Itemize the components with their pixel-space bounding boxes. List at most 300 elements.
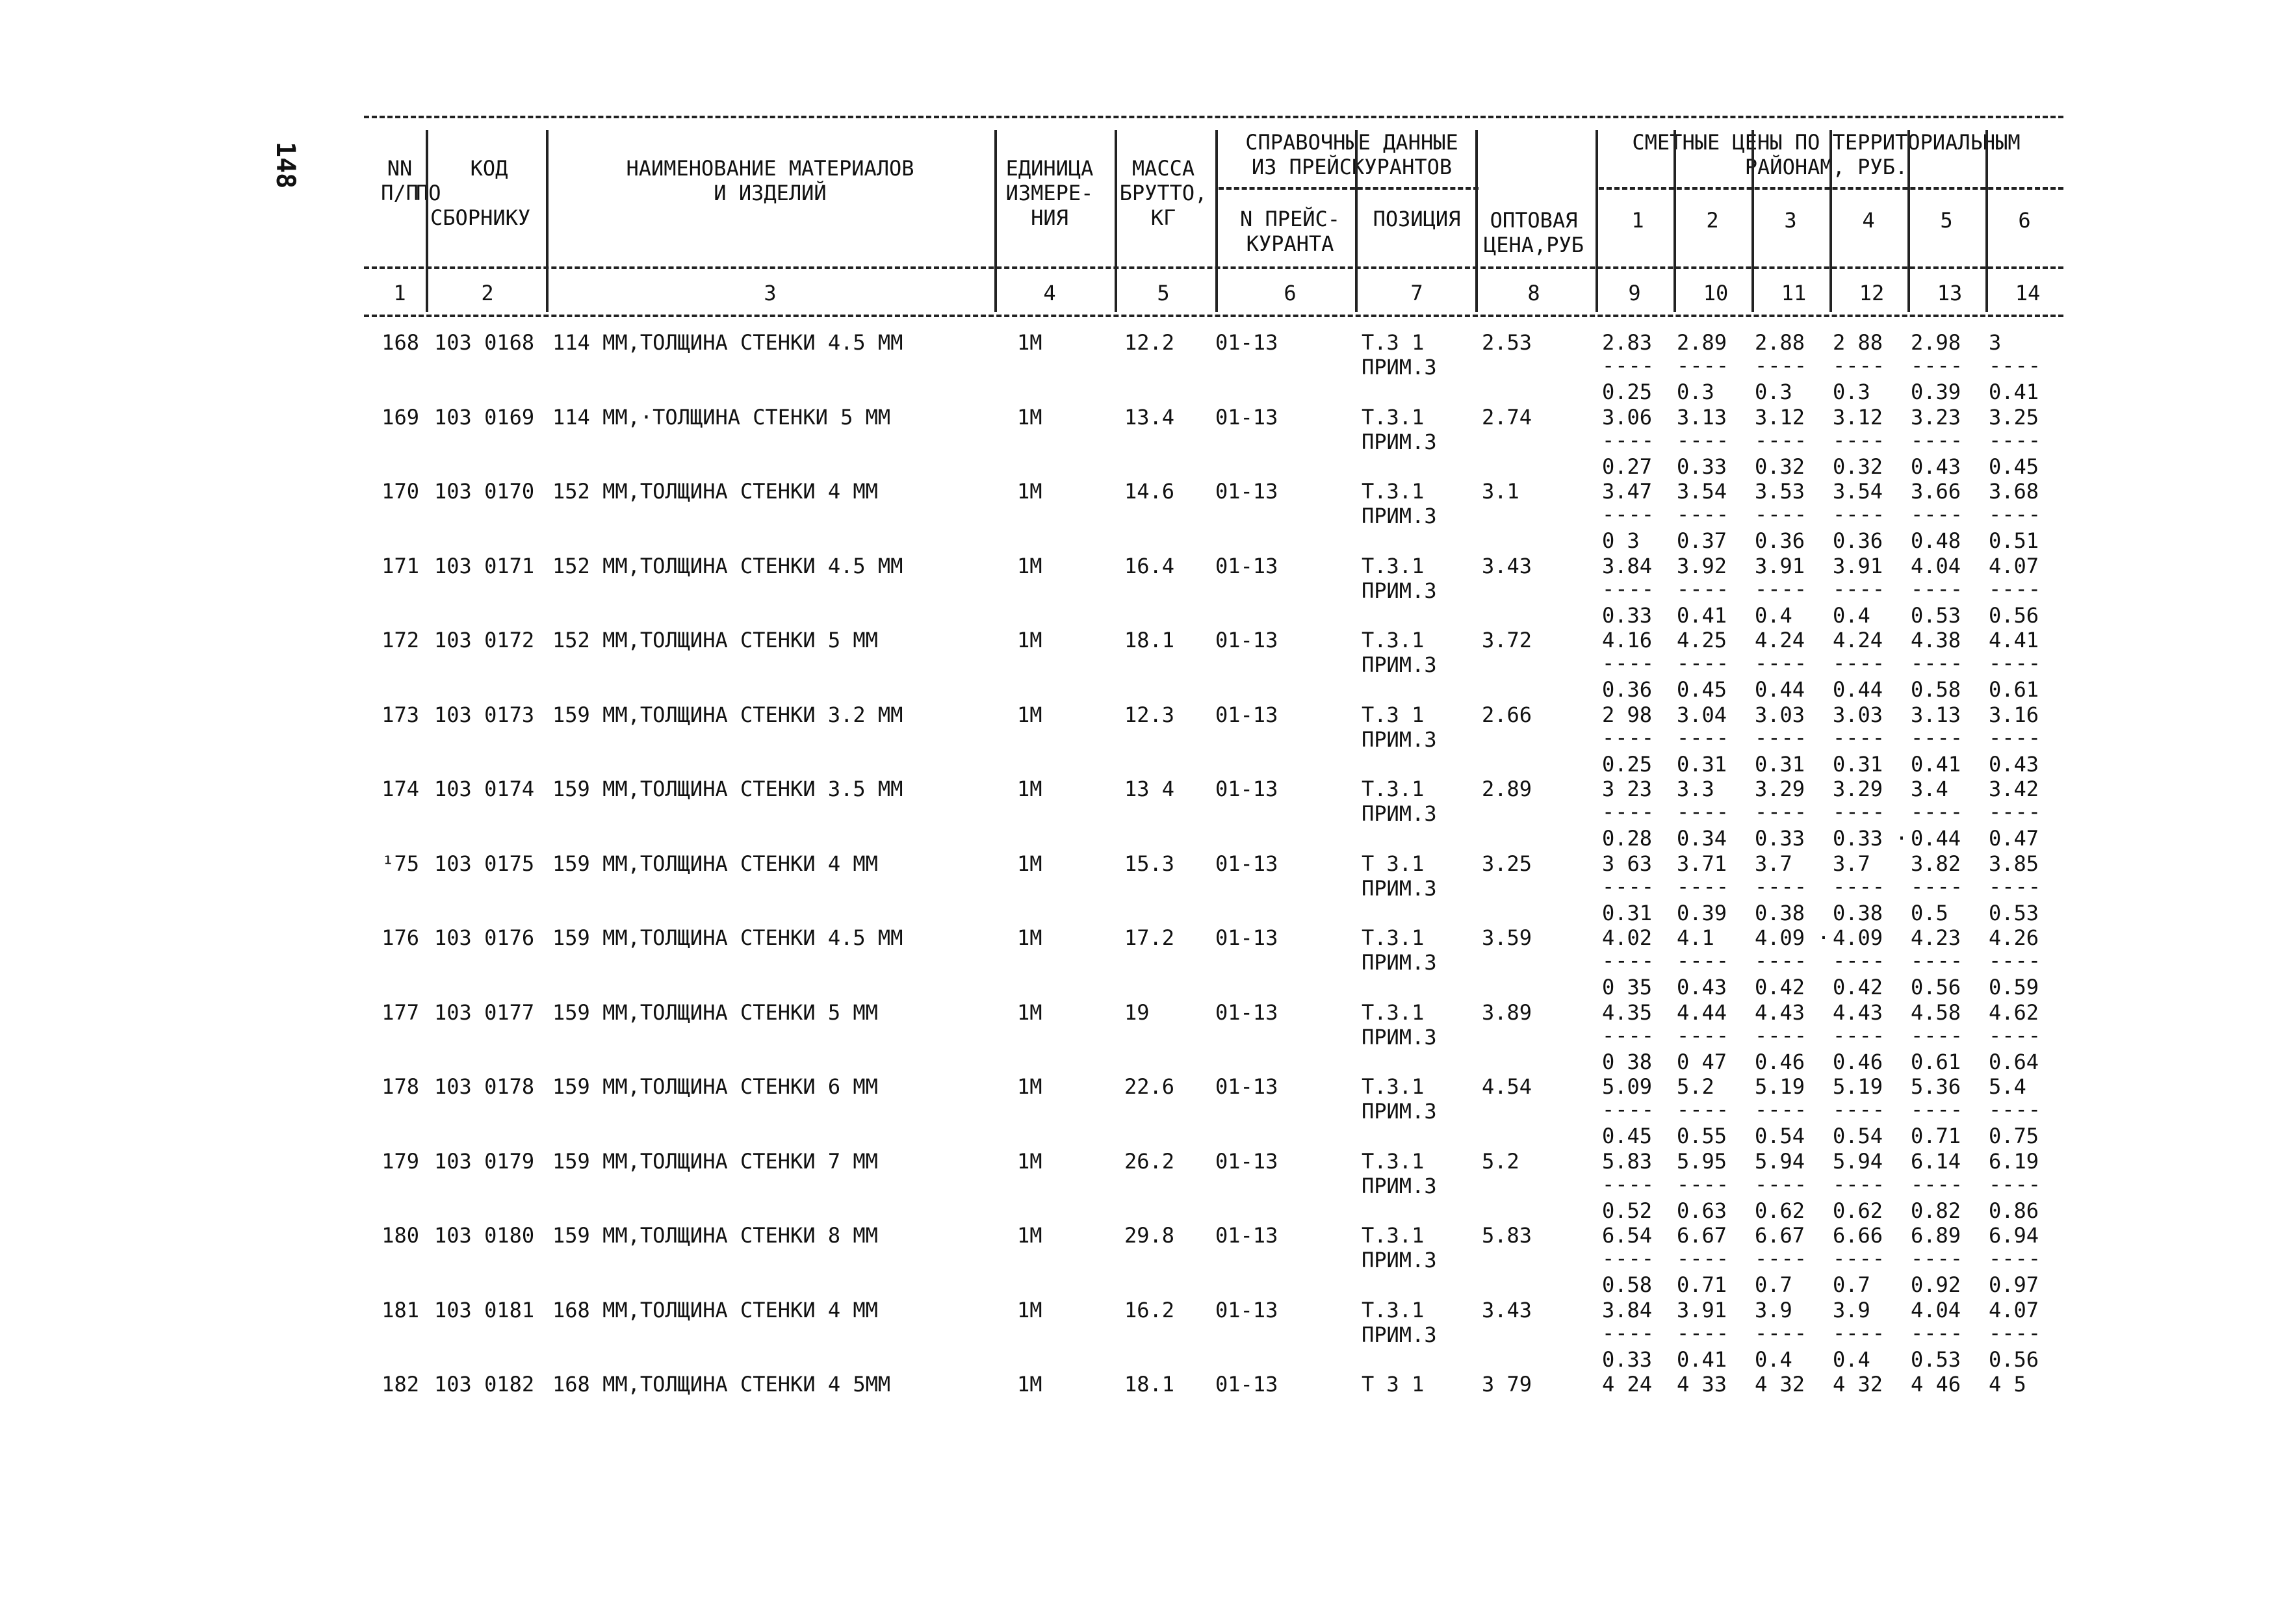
row-transport-region-5: 0.48 bbox=[1911, 528, 1961, 553]
row-number: 174 bbox=[381, 777, 419, 801]
column-separator-6 bbox=[1355, 130, 1358, 312]
column-number-1: 1 bbox=[393, 281, 406, 305]
row-price-region-2: 3.13 bbox=[1677, 405, 1727, 430]
col-code-line2: ПО bbox=[416, 181, 441, 205]
row-price-region-4: 4.43 bbox=[1833, 1000, 1883, 1025]
row-pricelist: 01-13 bbox=[1215, 1298, 1278, 1322]
row-price-divider: ---- bbox=[1833, 1321, 1886, 1345]
row-unit: 1М bbox=[1017, 628, 1042, 652]
column-separator-3 bbox=[994, 130, 997, 312]
row-mass: 18.1 bbox=[1124, 628, 1175, 652]
row-transport-region-1: 0 35 bbox=[1602, 975, 1653, 999]
row-price-region-1: 4.02 bbox=[1602, 925, 1653, 950]
row-name: 159 ММ,ТОЛЩИНА СТЕНКИ 7 ММ bbox=[552, 1149, 878, 1174]
row-price-divider: ---- bbox=[1755, 1097, 1808, 1122]
row-price-region-5: 4.58 bbox=[1911, 1000, 1961, 1025]
row-price-divider: ---- bbox=[1911, 502, 1964, 526]
row-transport-region-4: 0.4 bbox=[1833, 603, 1870, 628]
row-price-divider: ---- bbox=[1989, 576, 2042, 601]
row-transport-region-3: 0.38 bbox=[1755, 901, 1805, 925]
column-number-2: 2 bbox=[481, 281, 494, 305]
row-mass: 16.4 bbox=[1124, 554, 1175, 578]
row-mass: 22.6 bbox=[1124, 1074, 1175, 1099]
row-pricelist: 01-13 bbox=[1215, 554, 1278, 578]
row-transport-region-3: 0.4 bbox=[1755, 1347, 1792, 1372]
row-transport-region-4: 0.4 bbox=[1833, 1347, 1870, 1372]
row-wholesale: 2.66 bbox=[1482, 702, 1532, 727]
row-position-line1: Т.3 1 bbox=[1362, 702, 1425, 727]
col-name-line2: И ИЗДЕЛИЙ bbox=[714, 181, 827, 205]
row-price-region-4: 3.54 bbox=[1833, 479, 1883, 504]
row-code: 103 0177 bbox=[434, 1000, 535, 1025]
row-price-region-4: 5.19 bbox=[1833, 1074, 1883, 1099]
row-transport-region-5: 0.39 bbox=[1911, 380, 1961, 404]
row-pricelist: 01-13 bbox=[1215, 702, 1278, 727]
row-wholesale: 3 79 bbox=[1482, 1372, 1532, 1397]
row-position-line2: ПРИМ.3 bbox=[1362, 1248, 1437, 1272]
row-price-divider: ---- bbox=[1989, 1172, 2042, 1196]
row-name: 159 ММ,ТОЛЩИНА СТЕНКИ 6 ММ bbox=[552, 1074, 878, 1099]
row-position-line2: ПРИМ.3 bbox=[1362, 578, 1437, 603]
row-transport-region-5: 0.43 bbox=[1911, 454, 1961, 479]
row-transport-region-2: 0.39 bbox=[1677, 901, 1727, 925]
row-price-divider: ---- bbox=[1989, 428, 2042, 452]
row-price-divider: ---- bbox=[1602, 428, 1655, 452]
row-price-region-6: 4 5 bbox=[1989, 1372, 2026, 1397]
col-nn-line2: П/П bbox=[381, 181, 419, 205]
column-number-11: 11 bbox=[1781, 281, 1807, 305]
row-unit: 1М bbox=[1017, 702, 1042, 727]
row-price-region-3: 3.7 bbox=[1755, 851, 1792, 876]
row-price-divider: ---- bbox=[1755, 948, 1808, 973]
row-price-region-1: 5.83 bbox=[1602, 1149, 1653, 1174]
row-unit: 1М bbox=[1017, 777, 1042, 801]
row-transport-region-3: 0.62 bbox=[1755, 1198, 1805, 1223]
header-bottom-rule bbox=[364, 315, 2063, 317]
row-pricelist: 01-13 bbox=[1215, 479, 1278, 504]
row-price-region-6: 6.19 bbox=[1989, 1149, 2039, 1174]
col-unit-line1: ЕДИНИЦА bbox=[1005, 156, 1094, 181]
col-wholesale-line1: ОПТОВАЯ bbox=[1490, 208, 1578, 233]
row-price-region-6: 4.07 bbox=[1989, 1298, 2039, 1322]
region-group-line1: СМЕТНЫЕ ЦЕНЫ ПО ТЕРРИТОРИАЛЬНЫМ bbox=[1632, 130, 2021, 155]
row-transport-region-1: 0 38 bbox=[1602, 1050, 1653, 1074]
column-number-5: 5 bbox=[1157, 281, 1170, 305]
row-price-divider: ---- bbox=[1677, 725, 1730, 750]
row-transport-region-5: 0.61 bbox=[1911, 1050, 1961, 1074]
row-price-region-1: 3.84 bbox=[1602, 1298, 1653, 1322]
row-unit: 1М bbox=[1017, 479, 1042, 504]
row-position-line2: ПРИМ.3 bbox=[1362, 652, 1437, 677]
row-price-divider: ---- bbox=[1602, 874, 1655, 899]
row-code: 103 0179 bbox=[434, 1149, 535, 1174]
row-price-divider: ---- bbox=[1755, 651, 1808, 675]
row-price-divider: ---- bbox=[1755, 502, 1808, 526]
row-number: ¹75 bbox=[381, 851, 419, 876]
row-price-divider: ---- bbox=[1989, 725, 2042, 750]
row-pricelist: 01-13 bbox=[1215, 777, 1278, 801]
row-number: 182 bbox=[381, 1372, 419, 1397]
row-mass: 13 4 bbox=[1124, 777, 1175, 801]
column-separator-13 bbox=[1985, 130, 1988, 312]
row-position-line2: ПРИМ.3 bbox=[1362, 1174, 1437, 1198]
row-number: 172 bbox=[381, 628, 419, 652]
row-transport-region-2: 0.63 bbox=[1677, 1198, 1727, 1223]
row-transport-region-2: 0.41 bbox=[1677, 603, 1727, 628]
column-separator-10 bbox=[1751, 130, 1754, 312]
ref-subheader-rule bbox=[1219, 187, 1479, 190]
column-number-3: 3 bbox=[764, 281, 777, 305]
row-code: 103 0170 bbox=[434, 479, 535, 504]
row-transport-region-6: 0.59 bbox=[1989, 975, 2039, 999]
region-number-4: 4 bbox=[1862, 208, 1875, 233]
row-price-region-4: 3.9 bbox=[1833, 1298, 1870, 1322]
row-transport-region-1: 0.31 bbox=[1602, 901, 1653, 925]
row-unit: 1М bbox=[1017, 925, 1042, 950]
row-transport-region-3: 0.54 bbox=[1755, 1124, 1805, 1148]
row-price-region-2: 3.54 bbox=[1677, 479, 1727, 504]
row-price-region-4: 4.24 bbox=[1833, 628, 1883, 652]
row-pricelist: 01-13 bbox=[1215, 1000, 1278, 1025]
row-price-divider: ---- bbox=[1989, 651, 2042, 675]
row-price-region-2: 2.89 bbox=[1677, 330, 1727, 355]
row-transport-region-5: 0.41 bbox=[1911, 752, 1961, 777]
row-pricelist: 01-13 bbox=[1215, 925, 1278, 950]
row-price-region-6: 4.26 bbox=[1989, 925, 2039, 950]
row-price-region-5: 4 46 bbox=[1911, 1372, 1961, 1397]
col-mass-line1: МАССА bbox=[1131, 156, 1195, 181]
row-code: 103 0174 bbox=[434, 777, 535, 801]
row-transport-region-6: 0.53 bbox=[1989, 901, 2039, 925]
row-price-divider: ---- bbox=[1677, 948, 1730, 973]
row-transport-region-2: 0.45 bbox=[1677, 677, 1727, 702]
column-number-10: 10 bbox=[1703, 281, 1729, 305]
row-price-region-5: 2.98 bbox=[1911, 330, 1961, 355]
row-pricelist: 01-13 bbox=[1215, 330, 1278, 355]
row-position-line1: Т.3.1 bbox=[1362, 479, 1425, 504]
row-wholesale: 2.74 bbox=[1482, 405, 1532, 430]
row-price-region-1: 4.35 bbox=[1602, 1000, 1653, 1025]
region-group-line2: РАЙОНАМ, РУБ. bbox=[1744, 155, 1908, 179]
row-price-region-3: 3.53 bbox=[1755, 479, 1805, 504]
row-price-divider: ---- bbox=[1833, 1246, 1886, 1270]
row-transport-region-3: 0.32 bbox=[1755, 454, 1805, 479]
row-name: 159 ММ,ТОЛЩИНА СТЕНКИ 3.2 ММ bbox=[552, 702, 903, 727]
row-price-divider: ---- bbox=[1755, 1172, 1808, 1196]
row-price-divider: ---- bbox=[1755, 353, 1808, 378]
row-price-region-3: 5.94 bbox=[1755, 1149, 1805, 1174]
row-mass: 19 bbox=[1124, 1000, 1150, 1025]
row-wholesale: 5.2 bbox=[1482, 1149, 1519, 1174]
row-transport-region-2: 0 47 bbox=[1677, 1050, 1727, 1074]
row-price-region-6: 4.07 bbox=[1989, 554, 2039, 578]
col-code-line1: КОД bbox=[470, 156, 508, 181]
row-name: 152 ММ,ТОЛЩИНА СТЕНКИ 4.5 ММ bbox=[552, 554, 903, 578]
row-pricelist: 01-13 bbox=[1215, 628, 1278, 652]
row-price-divider: ---- bbox=[1677, 428, 1730, 452]
row-price-divider: ---- bbox=[1677, 1321, 1730, 1345]
row-unit: 1М bbox=[1017, 1074, 1042, 1099]
row-price-region-3: 4.09 · bbox=[1755, 925, 1830, 950]
row-transport-region-2: 0.34 bbox=[1677, 826, 1727, 851]
row-code: 103 0171 bbox=[434, 554, 535, 578]
row-transport-region-3: 0.42 bbox=[1755, 975, 1805, 999]
row-price-divider: ---- bbox=[1602, 1246, 1655, 1270]
row-price-region-5: 3.13 bbox=[1911, 702, 1961, 727]
col-wholesale-line2: ЦЕНА,РУБ bbox=[1483, 233, 1584, 257]
header-split-rule bbox=[364, 266, 2063, 269]
row-price-region-5: 4.04 bbox=[1911, 554, 1961, 578]
row-transport-region-6: 0.51 bbox=[1989, 528, 2039, 553]
row-price-region-6: 4.41 bbox=[1989, 628, 2039, 652]
row-price-divider: ---- bbox=[1677, 353, 1730, 378]
column-number-14: 14 bbox=[2015, 281, 2041, 305]
row-wholesale: 3.43 bbox=[1482, 554, 1532, 578]
row-price-divider: ---- bbox=[1911, 1321, 1964, 1345]
column-separator-4 bbox=[1115, 130, 1117, 312]
row-pricelist: 01-13 bbox=[1215, 1149, 1278, 1174]
row-position-line2: ПРИМ.3 bbox=[1362, 801, 1437, 826]
row-code: 103 0172 bbox=[434, 628, 535, 652]
row-price-region-4: 3.91 bbox=[1833, 554, 1883, 578]
row-price-region-6: 4.62 bbox=[1989, 1000, 2039, 1025]
row-price-region-6: 3.85 bbox=[1989, 851, 2039, 876]
region-number-6: 6 bbox=[2018, 208, 2031, 233]
row-position-line2: ПРИМ.3 bbox=[1362, 504, 1437, 528]
row-price-divider: ---- bbox=[1833, 428, 1886, 452]
row-unit: 1М bbox=[1017, 1000, 1042, 1025]
column-separator-11 bbox=[1829, 130, 1832, 312]
row-mass: 26.2 bbox=[1124, 1149, 1175, 1174]
row-price-region-2: 4.1 bbox=[1677, 925, 1714, 950]
row-wholesale: 4.54 bbox=[1482, 1074, 1532, 1099]
row-transport-region-1: 0.33 bbox=[1602, 603, 1653, 628]
row-price-divider: ---- bbox=[1989, 1023, 2042, 1048]
row-number: 171 bbox=[381, 554, 419, 578]
row-price-region-5: 5.36 bbox=[1911, 1074, 1961, 1099]
row-transport-region-6: 0.61 bbox=[1989, 677, 2039, 702]
row-price-divider: ---- bbox=[1602, 1097, 1655, 1122]
row-mass: 17.2 bbox=[1124, 925, 1175, 950]
row-price-region-3: 5.19 bbox=[1755, 1074, 1805, 1099]
row-transport-region-3: 0.31 bbox=[1755, 752, 1805, 777]
row-price-divider: ---- bbox=[1677, 874, 1730, 899]
col-nn-line1: NN bbox=[387, 156, 413, 181]
row-price-divider: ---- bbox=[1911, 1023, 1964, 1048]
row-price-divider: ---- bbox=[1911, 948, 1964, 973]
col-unit-line3: НИЯ bbox=[1031, 205, 1068, 230]
row-name: 159 ММ,ТОЛЩИНА СТЕНКИ 8 ММ bbox=[552, 1223, 878, 1248]
row-price-region-3: 2.88 bbox=[1755, 330, 1805, 355]
row-price-region-5: 4.38 bbox=[1911, 628, 1961, 652]
row-price-region-3: 4.43 bbox=[1755, 1000, 1805, 1025]
row-price-divider: ---- bbox=[1911, 428, 1964, 452]
row-price-region-2: 3.3 bbox=[1677, 777, 1714, 801]
row-code: 103 0175 bbox=[434, 851, 535, 876]
row-mass: 12.2 bbox=[1124, 330, 1175, 355]
row-wholesale: 2.53 bbox=[1482, 330, 1532, 355]
row-price-divider: ---- bbox=[1602, 651, 1655, 675]
row-position-line1: Т.3.1 bbox=[1362, 554, 1425, 578]
row-transport-region-4: 0.38 bbox=[1833, 901, 1883, 925]
row-price-divider: ---- bbox=[1833, 725, 1886, 750]
row-price-region-3: 3.12 bbox=[1755, 405, 1805, 430]
row-price-region-3: 3.03 bbox=[1755, 702, 1805, 727]
row-code: 103 0182 bbox=[434, 1372, 535, 1397]
row-number: 176 bbox=[381, 925, 419, 950]
col-mass-line2: БРУТТО, bbox=[1119, 181, 1208, 205]
row-price-region-5: 3.4 bbox=[1911, 777, 1948, 801]
row-mass: 13.4 bbox=[1124, 405, 1175, 430]
row-price-region-5: 3.82 bbox=[1911, 851, 1961, 876]
row-code: 103 0173 bbox=[434, 702, 535, 727]
row-number: 173 bbox=[381, 702, 419, 727]
row-transport-region-6: 0.56 bbox=[1989, 1347, 2039, 1372]
row-wholesale: 3.25 bbox=[1482, 851, 1532, 876]
row-price-region-5: 3.66 bbox=[1911, 479, 1961, 504]
row-price-region-3: 3.91 bbox=[1755, 554, 1805, 578]
row-transport-region-3: 0.46 bbox=[1755, 1050, 1805, 1074]
row-transport-region-1: 0.28 bbox=[1602, 826, 1653, 851]
row-position-line1: Т.3.1 bbox=[1362, 1223, 1425, 1248]
row-transport-region-6: 0.97 bbox=[1989, 1272, 2039, 1297]
row-transport-region-4: 0.46 bbox=[1833, 1050, 1883, 1074]
row-price-divider: ---- bbox=[1833, 874, 1886, 899]
row-position-line1: Т.3.1 bbox=[1362, 1074, 1425, 1099]
row-transport-region-6: 0.64 bbox=[1989, 1050, 2039, 1074]
row-number: 179 bbox=[381, 1149, 419, 1174]
row-price-region-2: 3.04 bbox=[1677, 702, 1727, 727]
row-price-divider: ---- bbox=[1677, 651, 1730, 675]
row-price-region-1: 2.83 bbox=[1602, 330, 1653, 355]
row-position-line1: Т.3 1 bbox=[1362, 330, 1425, 355]
row-price-region-2: 5.95 bbox=[1677, 1149, 1727, 1174]
row-price-divider: ---- bbox=[1602, 948, 1655, 973]
row-transport-region-5: 0.71 bbox=[1911, 1124, 1961, 1148]
column-separator-5 bbox=[1215, 130, 1218, 312]
row-price-region-1: 3.47 bbox=[1602, 479, 1653, 504]
row-transport-region-1: 0.36 bbox=[1602, 677, 1653, 702]
row-price-divider: ---- bbox=[1989, 1097, 2042, 1122]
row-name: 114 ММ,·ТОЛЩИНА СТЕНКИ 5 ММ bbox=[552, 405, 891, 430]
row-price-region-1: 3 63 bbox=[1602, 851, 1653, 876]
row-number: 180 bbox=[381, 1223, 419, 1248]
row-number: 168 bbox=[381, 330, 419, 355]
column-number-9: 9 bbox=[1628, 281, 1641, 305]
row-transport-region-4: 0.3 bbox=[1833, 380, 1870, 404]
row-name: 159 ММ,ТОЛЩИНА СТЕНКИ 5 ММ bbox=[552, 1000, 878, 1025]
row-mass: 12.3 bbox=[1124, 702, 1175, 727]
row-mass: 14.6 bbox=[1124, 479, 1175, 504]
row-price-divider: ---- bbox=[1602, 799, 1655, 824]
row-position-line2: ПРИМ.3 bbox=[1362, 950, 1437, 975]
column-separator-12 bbox=[1907, 130, 1910, 312]
row-price-divider: ---- bbox=[1833, 576, 1886, 601]
row-price-region-2: 6.67 bbox=[1677, 1223, 1727, 1248]
row-price-divider: ---- bbox=[1755, 576, 1808, 601]
row-transport-region-6: 0.43 bbox=[1989, 752, 2039, 777]
row-transport-region-4: 0.54 bbox=[1833, 1124, 1883, 1148]
col-name-line1: НАИМЕНОВАНИЕ МАТЕРИАЛОВ bbox=[626, 156, 914, 181]
column-separator-1 bbox=[426, 130, 428, 312]
row-transport-region-4: 0.7 bbox=[1833, 1272, 1870, 1297]
row-price-region-3: 3.9 bbox=[1755, 1298, 1792, 1322]
column-separator-2 bbox=[546, 130, 549, 312]
row-price-region-2: 5.2 bbox=[1677, 1074, 1714, 1099]
row-number: 181 bbox=[381, 1298, 419, 1322]
row-price-divider: ---- bbox=[1677, 576, 1730, 601]
row-price-divider: ---- bbox=[1833, 1172, 1886, 1196]
row-price-divider: ---- bbox=[1677, 1172, 1730, 1196]
row-price-region-2: 3.91 bbox=[1677, 1298, 1727, 1322]
region-number-5: 5 bbox=[1940, 208, 1953, 233]
row-transport-region-5: 0.58 bbox=[1911, 677, 1961, 702]
row-price-region-2: 4.44 bbox=[1677, 1000, 1727, 1025]
row-price-region-4: 4.09 bbox=[1833, 925, 1883, 950]
row-wholesale: 5.83 bbox=[1482, 1223, 1532, 1248]
row-price-region-1: 6.54 bbox=[1602, 1223, 1653, 1248]
row-position-line2: ПРИМ.3 bbox=[1362, 1099, 1437, 1124]
row-price-divider: ---- bbox=[1989, 1321, 2042, 1345]
row-transport-region-1: 0.52 bbox=[1602, 1198, 1653, 1223]
row-price-divider: ---- bbox=[1911, 353, 1964, 378]
row-transport-region-4: 0.44 bbox=[1833, 677, 1883, 702]
row-price-divider: ---- bbox=[1911, 874, 1964, 899]
row-position-line1: Т.3.1 bbox=[1362, 628, 1425, 652]
row-unit: 1М bbox=[1017, 405, 1042, 430]
row-transport-region-5: 0.44 bbox=[1911, 826, 1961, 851]
row-position-line2: ПРИМ.3 bbox=[1362, 876, 1437, 901]
row-transport-region-2: 0.3 bbox=[1677, 380, 1714, 404]
row-price-divider: ---- bbox=[1755, 1321, 1808, 1345]
row-price-divider: ---- bbox=[1755, 1023, 1808, 1048]
row-transport-region-5: 0.5 bbox=[1911, 901, 1948, 925]
col-position: ПОЗИЦИЯ bbox=[1373, 207, 1461, 231]
row-transport-region-4: 0.32 bbox=[1833, 454, 1883, 479]
row-transport-region-1: 0 3 bbox=[1602, 528, 1640, 553]
row-transport-region-2: 0.31 bbox=[1677, 752, 1727, 777]
col-mass-line3: КГ bbox=[1150, 205, 1176, 230]
row-price-divider: ---- bbox=[1755, 725, 1808, 750]
row-price-region-6: 3.25 bbox=[1989, 405, 2039, 430]
row-unit: 1М bbox=[1017, 1223, 1042, 1248]
row-price-divider: ---- bbox=[1989, 948, 2042, 973]
row-pricelist: 01-13 bbox=[1215, 1074, 1278, 1099]
row-price-divider: ---- bbox=[1989, 502, 2042, 526]
row-price-divider: ---- bbox=[1755, 1246, 1808, 1270]
row-transport-region-3: 0.7 bbox=[1755, 1272, 1792, 1297]
col-code-line3: СБОРНИКУ bbox=[430, 205, 531, 230]
row-transport-region-6: 0.75 bbox=[1989, 1124, 2039, 1148]
row-price-divider: ---- bbox=[1911, 1097, 1964, 1122]
row-price-region-2: 3.71 bbox=[1677, 851, 1727, 876]
row-name: 159 ММ,ТОЛЩИНА СТЕНКИ 4.5 ММ bbox=[552, 925, 903, 950]
row-price-divider: ---- bbox=[1602, 1321, 1655, 1345]
row-transport-region-1: 0.58 bbox=[1602, 1272, 1653, 1297]
row-price-region-6: 5.4 bbox=[1989, 1074, 2026, 1099]
row-price-divider: ---- bbox=[1989, 1246, 2042, 1270]
row-price-divider: ---- bbox=[1833, 948, 1886, 973]
row-mass: 29.8 bbox=[1124, 1223, 1175, 1248]
row-wholesale: 3.72 bbox=[1482, 628, 1532, 652]
row-pricelist: 01-13 bbox=[1215, 851, 1278, 876]
row-price-divider: ---- bbox=[1833, 1097, 1886, 1122]
row-price-region-4: 6.66 bbox=[1833, 1223, 1883, 1248]
row-position-line2: ПРИМ.3 bbox=[1362, 1025, 1437, 1050]
row-price-region-3: 4.24 bbox=[1755, 628, 1805, 652]
row-transport-region-6: 0.47 bbox=[1989, 826, 2039, 851]
row-price-divider: ---- bbox=[1911, 576, 1964, 601]
